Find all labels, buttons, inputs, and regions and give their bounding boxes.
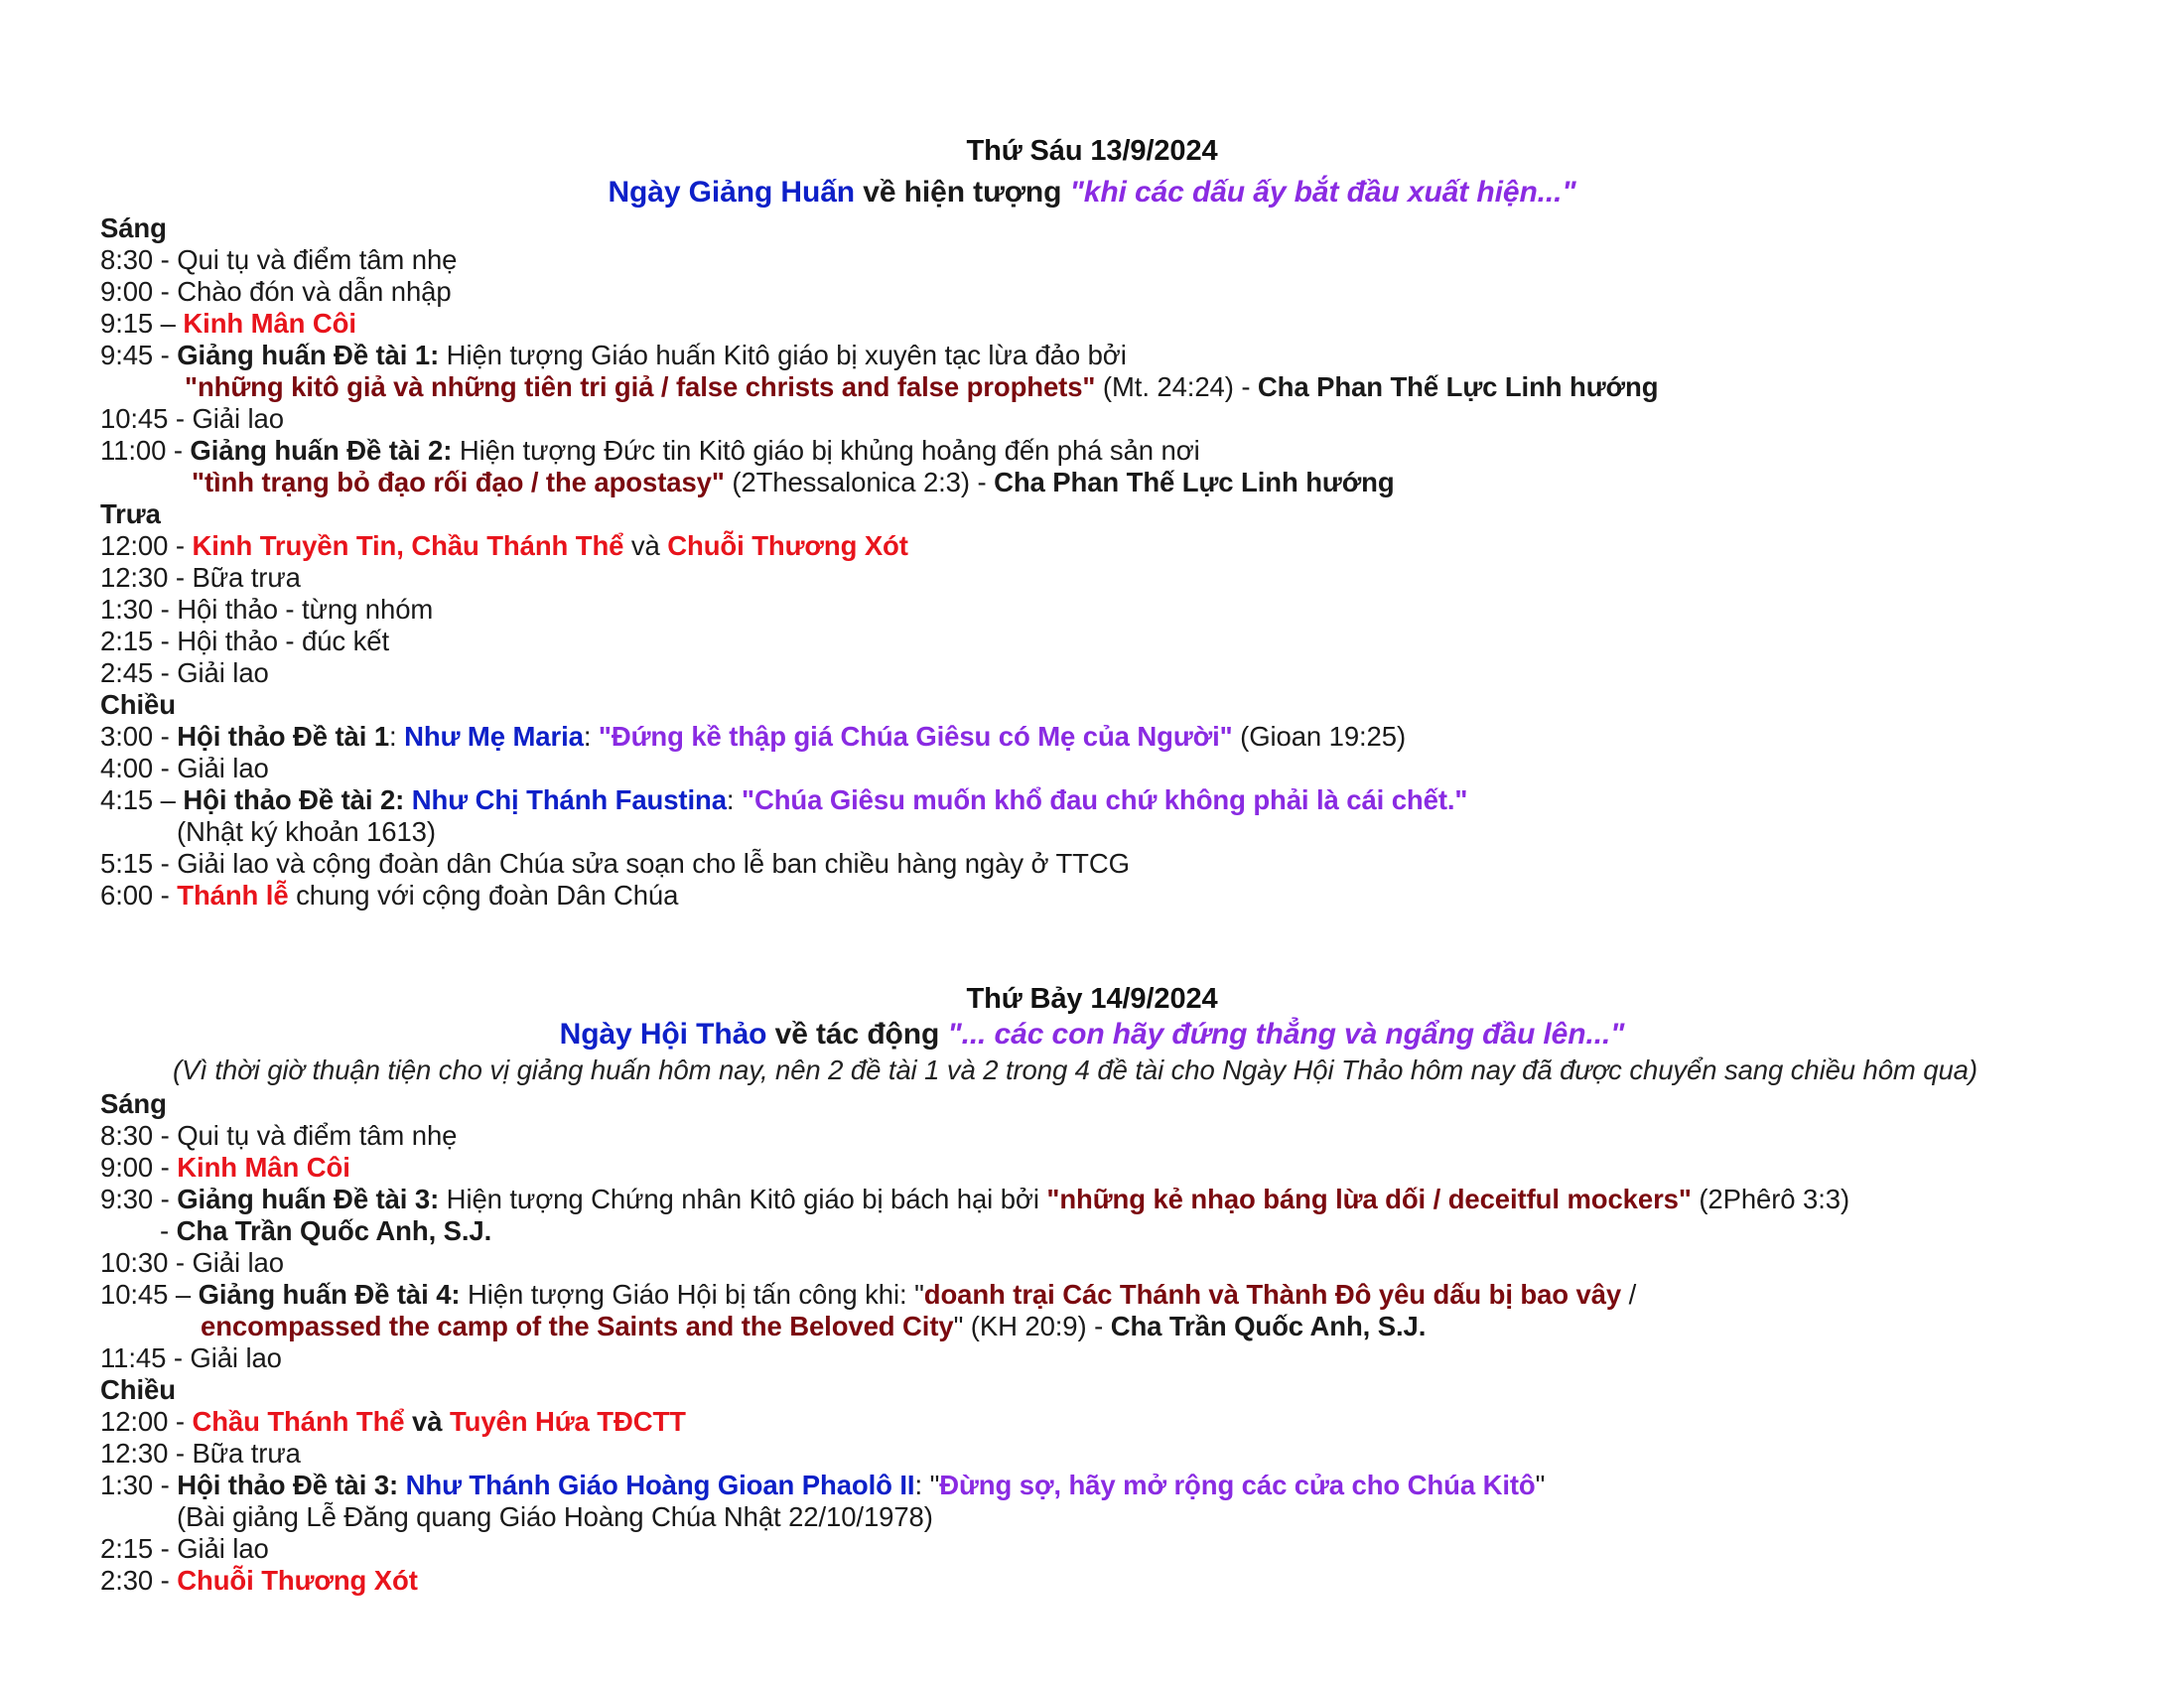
model-saint: Như Mẹ Maria — [404, 721, 584, 752]
separator: : — [726, 784, 743, 815]
prayer-title: Kinh Mân Côi — [177, 1152, 350, 1183]
saturday-morning-label: Sáng — [100, 1088, 167, 1119]
model-saint: Như Chị Thánh Faustina — [411, 784, 727, 815]
speaker: Cha Phan Thế Lực Linh hướng — [1257, 371, 1659, 402]
prayer-title: Chuỗi Thương Xót — [177, 1565, 418, 1596]
friday-theme-connector: về hiện tượng — [855, 176, 1070, 209]
prayer-title: Kinh Mân Côi — [183, 308, 356, 339]
separator — [398, 1470, 406, 1500]
quote: doanh trại Các Thánh và Thành Đô yêu dấu bị bao vây — [923, 1279, 1622, 1310]
time: 9:45 - — [100, 340, 178, 370]
session-description: Hiện tượng Chứng nhân Kitô giáo bị bách hại bởi — [439, 1184, 1047, 1214]
mass-title: Thánh lễ — [177, 880, 289, 911]
schedule-item: 11:45 - Giải lao — [100, 1342, 282, 1373]
time: 1:30 - — [100, 1470, 178, 1500]
schedule-item-continuation — [185, 371, 1658, 403]
schedule-item — [100, 880, 678, 912]
separator: : — [389, 721, 405, 752]
separator: / — [1621, 1279, 1637, 1310]
time: 2:30 - — [100, 1565, 178, 1596]
speaker: Cha Phan Thế Lực Linh hướng — [994, 467, 1395, 497]
schedule-item — [100, 1406, 686, 1438]
prayer-title: Chuỗi Thương Xót — [667, 530, 908, 561]
reference: (Mt. 24:24) - — [1095, 371, 1258, 402]
saturday-theme-quote: "... các con hãy đứng thẳng và ngẩng đầu lên..." — [947, 1018, 1625, 1051]
session-title: Giảng huấn Đề tài 1: — [177, 340, 440, 370]
dash: - — [160, 1215, 177, 1246]
prayer-title: Chầu Thánh Thể — [192, 1406, 405, 1437]
friday-theme-quote: "khi các dấu ấy bắt đầu xuất hiện..." — [1069, 176, 1576, 209]
schedule-item: 9:00 - Chào đón và dẫn nhập — [100, 276, 452, 307]
time: 4:15 – — [100, 784, 184, 815]
saturday-theme — [0, 1019, 2184, 1051]
time: 11:00 - — [100, 435, 191, 466]
schedule-item: 10:45 - Giải lao — [100, 403, 284, 434]
schedule-item: 5:15 - Giải lao và cộng đoàn dân Chúa sửa soạn cho lễ ban chiều hàng ngày ở TTCG — [100, 848, 1130, 879]
schedule-item: 12:30 - Bữa trưa — [100, 1438, 301, 1469]
schedule-item — [100, 1565, 418, 1597]
prayer-title: Tuyên Hứa TĐCTT — [449, 1406, 686, 1437]
reference-note: (Bài giảng Lễ Đăng quang Giáo Hoàng Chúa Nhật 22/10/1978) — [177, 1501, 933, 1532]
connector: và — [623, 530, 668, 561]
schedule-item: 12:30 - Bữa trưa — [100, 562, 301, 593]
saturday-theme-connector: về tác động — [766, 1018, 948, 1051]
session-description: Hiện tượng Đức tin Kitô giáo bị khủng hoảng đến phá sản nơi — [452, 435, 1200, 466]
reference: " (KH 20:9) - — [953, 1311, 1111, 1341]
schedule-item — [100, 1279, 1636, 1311]
saturday-date-heading: Thứ Bảy 14/9/2024 — [966, 983, 1218, 1015]
schedule-item — [100, 721, 1406, 753]
session-title: Giảng huấn Đề tài 2: — [190, 435, 453, 466]
time: 6:00 - — [100, 880, 178, 911]
friday-theme — [0, 177, 2184, 209]
session-description: Hiện tượng Giáo huấn Kitô giáo bị xuyên tạc lừa đảo bởi — [439, 340, 1127, 370]
schedule-item: 1:30 - Hội thảo - từng nhóm — [100, 594, 434, 625]
saturday-theme-title: Ngày Hội Thảo — [559, 1018, 767, 1051]
time: 9:00 - — [100, 1152, 178, 1183]
friday-theme-title: Ngày Giảng Huấn — [608, 176, 856, 209]
schedule-item — [100, 530, 908, 562]
reference: (2Thessalonica 2:3) - — [724, 467, 995, 497]
separator: : " — [914, 1470, 940, 1500]
separator: " — [1535, 1470, 1546, 1500]
schedule-item — [100, 435, 1200, 467]
friday-afternoon-label: Chiều — [100, 689, 176, 720]
friday-date-heading: Thứ Sáu 13/9/2024 — [966, 135, 1218, 167]
time: 3:00 - — [100, 721, 178, 752]
schedule-item-continuation — [160, 1215, 491, 1247]
schedule-item: 10:30 - Giải lao — [100, 1247, 284, 1278]
description: chung với cộng đoàn Dân Chúa — [288, 880, 679, 911]
model-saint: Như Thánh Giáo Hoàng Gioan Phaolô II — [405, 1470, 915, 1500]
quote: "những kẻ nhạo báng lừa dối / deceitful mockers" — [1046, 1184, 1692, 1214]
speaker: Cha Trần Quốc Anh, S.J. — [176, 1215, 492, 1246]
separator: : — [583, 721, 599, 752]
schedule-item — [100, 1470, 1545, 1501]
schedule-item — [100, 308, 356, 340]
time: 12:00 - — [100, 1406, 193, 1437]
schedule-item — [100, 340, 1127, 371]
quote: Đừng sợ, hãy mở rộng các cửa cho Chúa Kitô — [939, 1470, 1536, 1500]
quote: "những kitô giả và những tiên tri giả / false christs and false prophets" — [185, 371, 1096, 402]
schedule-item: 2:45 - Giải lao — [100, 657, 269, 688]
schedule-item: 4:00 - Giải lao — [100, 753, 269, 783]
saturday-afternoon-label: Chiều — [100, 1374, 176, 1405]
time: 9:15 – — [100, 308, 184, 339]
reference-note: (Nhật ký khoản 1613) — [177, 816, 436, 847]
time: 10:45 – — [100, 1279, 199, 1310]
schedule-item-continuation — [201, 1311, 1426, 1342]
friday-noon-label: Trưa — [100, 498, 161, 529]
time: 9:30 - — [100, 1184, 178, 1214]
session-title: Giảng huấn Đề tài 3: — [177, 1184, 440, 1214]
quote: encompassed the camp of the Saints and the Beloved City — [201, 1311, 954, 1341]
schedule-item — [100, 1184, 1849, 1215]
session-description: Hiện tượng Giáo Hội bị tấn công khi: " — [460, 1279, 924, 1310]
reference: (2Phêrô 3:3) — [1691, 1184, 1850, 1214]
schedule-item — [100, 784, 1467, 816]
time: 12:00 - — [100, 530, 193, 561]
schedule-item: 8:30 - Qui tụ và điểm tâm nhẹ — [100, 244, 458, 275]
schedule-item — [100, 1152, 350, 1184]
prayer-title: Kinh Truyền Tin, Chầu Thánh Thể — [192, 530, 624, 561]
friday-morning-label: Sáng — [100, 212, 167, 243]
session-title: Hội thảo Đề tài 3: — [177, 1470, 399, 1500]
quote: "Đứng kề thập giá Chúa Giêsu có Mẹ của Người" — [598, 721, 1233, 752]
saturday-note: (Vì thời giờ thuận tiện cho vị giảng huấn hôm nay, nên 2 đề tài 1 và 2 trong 4 đề tài cho Ngày Hội Thảo hôm nay đã được chuyển sang chiều hôm qua) — [173, 1055, 1978, 1085]
session-title: Hội thảo Đề tài 2: — [183, 784, 405, 815]
schedule-item: 2:15 - Hội thảo - đúc kết — [100, 626, 389, 656]
separator — [404, 784, 412, 815]
session-title: Hội thảo Đề tài 1 — [177, 721, 390, 752]
reference: (Gioan 19:25) — [1232, 721, 1407, 752]
schedule-item-continuation — [192, 467, 1395, 498]
session-title: Giảng huấn Đề tài 4: — [198, 1279, 461, 1310]
quote: "Chúa Giêsu muốn khổ đau chứ không phải là cái chết." — [742, 784, 1468, 815]
quote: "tình trạng bỏ đạo rối đạo / the apostasy" — [192, 467, 725, 497]
schedule-item: 8:30 - Qui tụ và điểm tâm nhẹ — [100, 1120, 458, 1151]
schedule-item: 2:15 - Giải lao — [100, 1533, 269, 1564]
speaker: Cha Trần Quốc Anh, S.J. — [1110, 1311, 1427, 1341]
connector: và — [404, 1406, 450, 1437]
